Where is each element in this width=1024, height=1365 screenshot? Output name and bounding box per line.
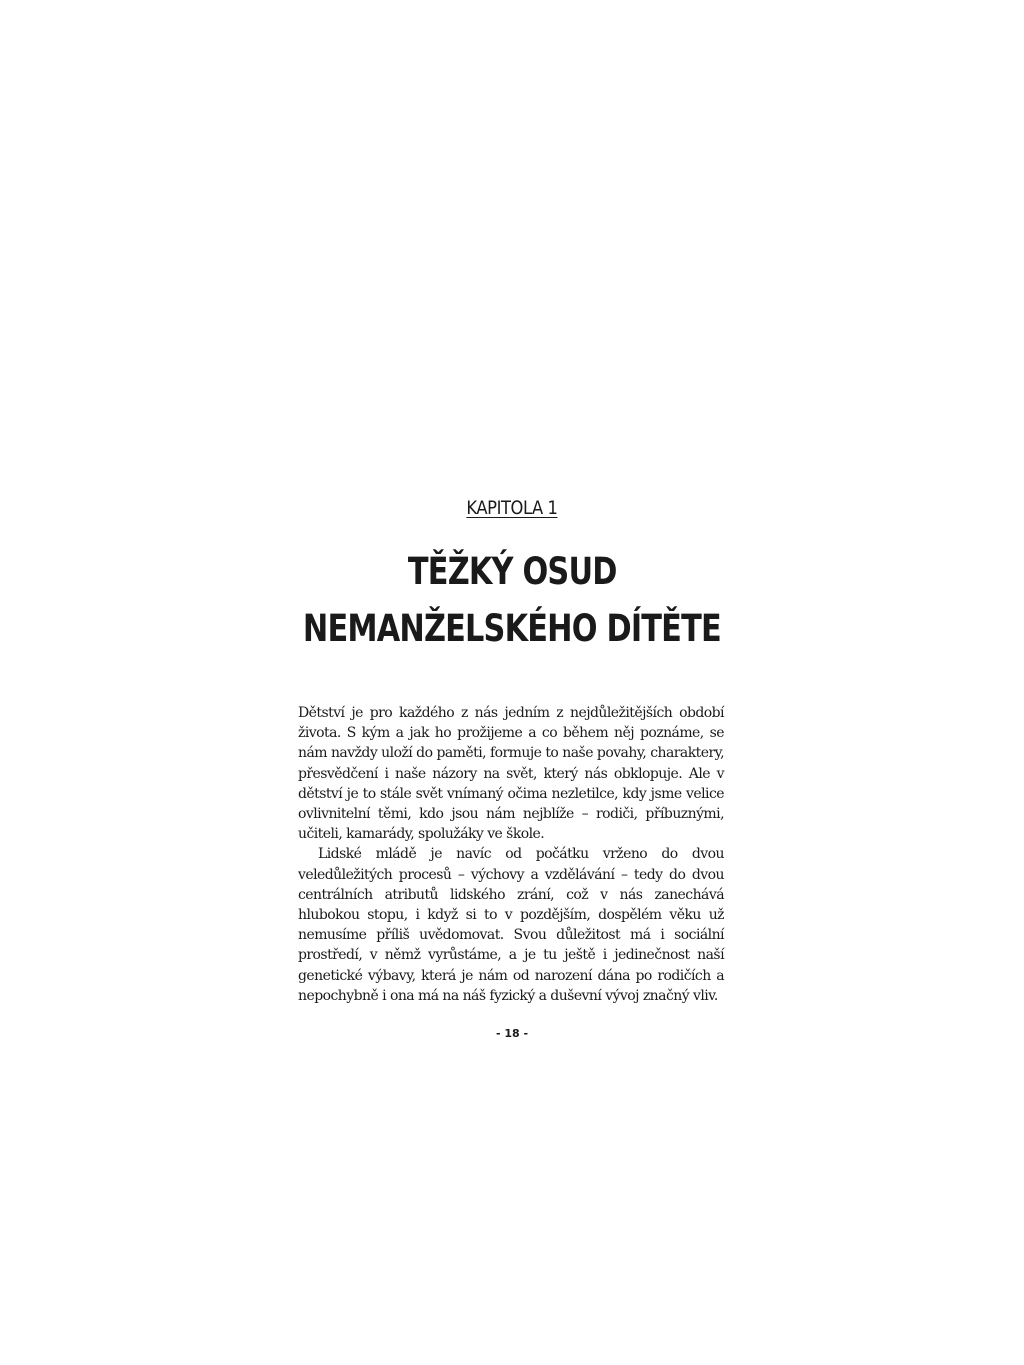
body-text (298, 703, 724, 1006)
chapter-title-line-1-text: TĚŽKÝ OSUD (407, 550, 617, 593)
chapter-title (0, 543, 1024, 657)
page-number: - 18 - (495, 1027, 529, 1040)
chapter-title-line-2-text: NEMANŽELSKÉHO DÍTĚTE (303, 607, 721, 650)
paragraph-2: Lidské mládě je navíc od počátku vrženo do dvou veledůležitých procesů – výchovy a vzdělávání – tedy do dvou centrálních atributů lidského zrání, což v nás zanechává hlubokou stopu, i když si to v pozdějším, dospělém věku už nemusíme příliš uvědomovat. Svou důležitost má i sociální prostředí, v němž vyrůstáme, a je tu ještě i jedinečnost naší genetické výbavy, která je nám od narození dána po rodičích a nepochybně i ona má na náš fyzický a duševní vývoj značný vliv. (298, 846, 724, 1004)
chapter-label-text: KAPITOLA 1 (466, 497, 558, 519)
chapter-title-line-2 (0, 600, 1024, 657)
chapter-title-line-1 (0, 543, 1024, 600)
chapter-label (0, 496, 1024, 520)
paragraph-1: Dětství je pro každého z nás jedním z nejdůležitějších období života. S kým a jak ho prožijeme a co během něj poznáme, se nám navždy uloží do paměti, formuje to naše povahy, charaktery, přesvědčení i naše názory na svět, který nás obklopuje. Ale v dětství je to stále svět vnímaný očima nezletilce, kdy jsme velice ovlivnitelní těmi, kdo jsou nám nejblíže – rodiči, příbuznými, učiteli, kamarády, spolužáky ve škole. (298, 705, 724, 843)
